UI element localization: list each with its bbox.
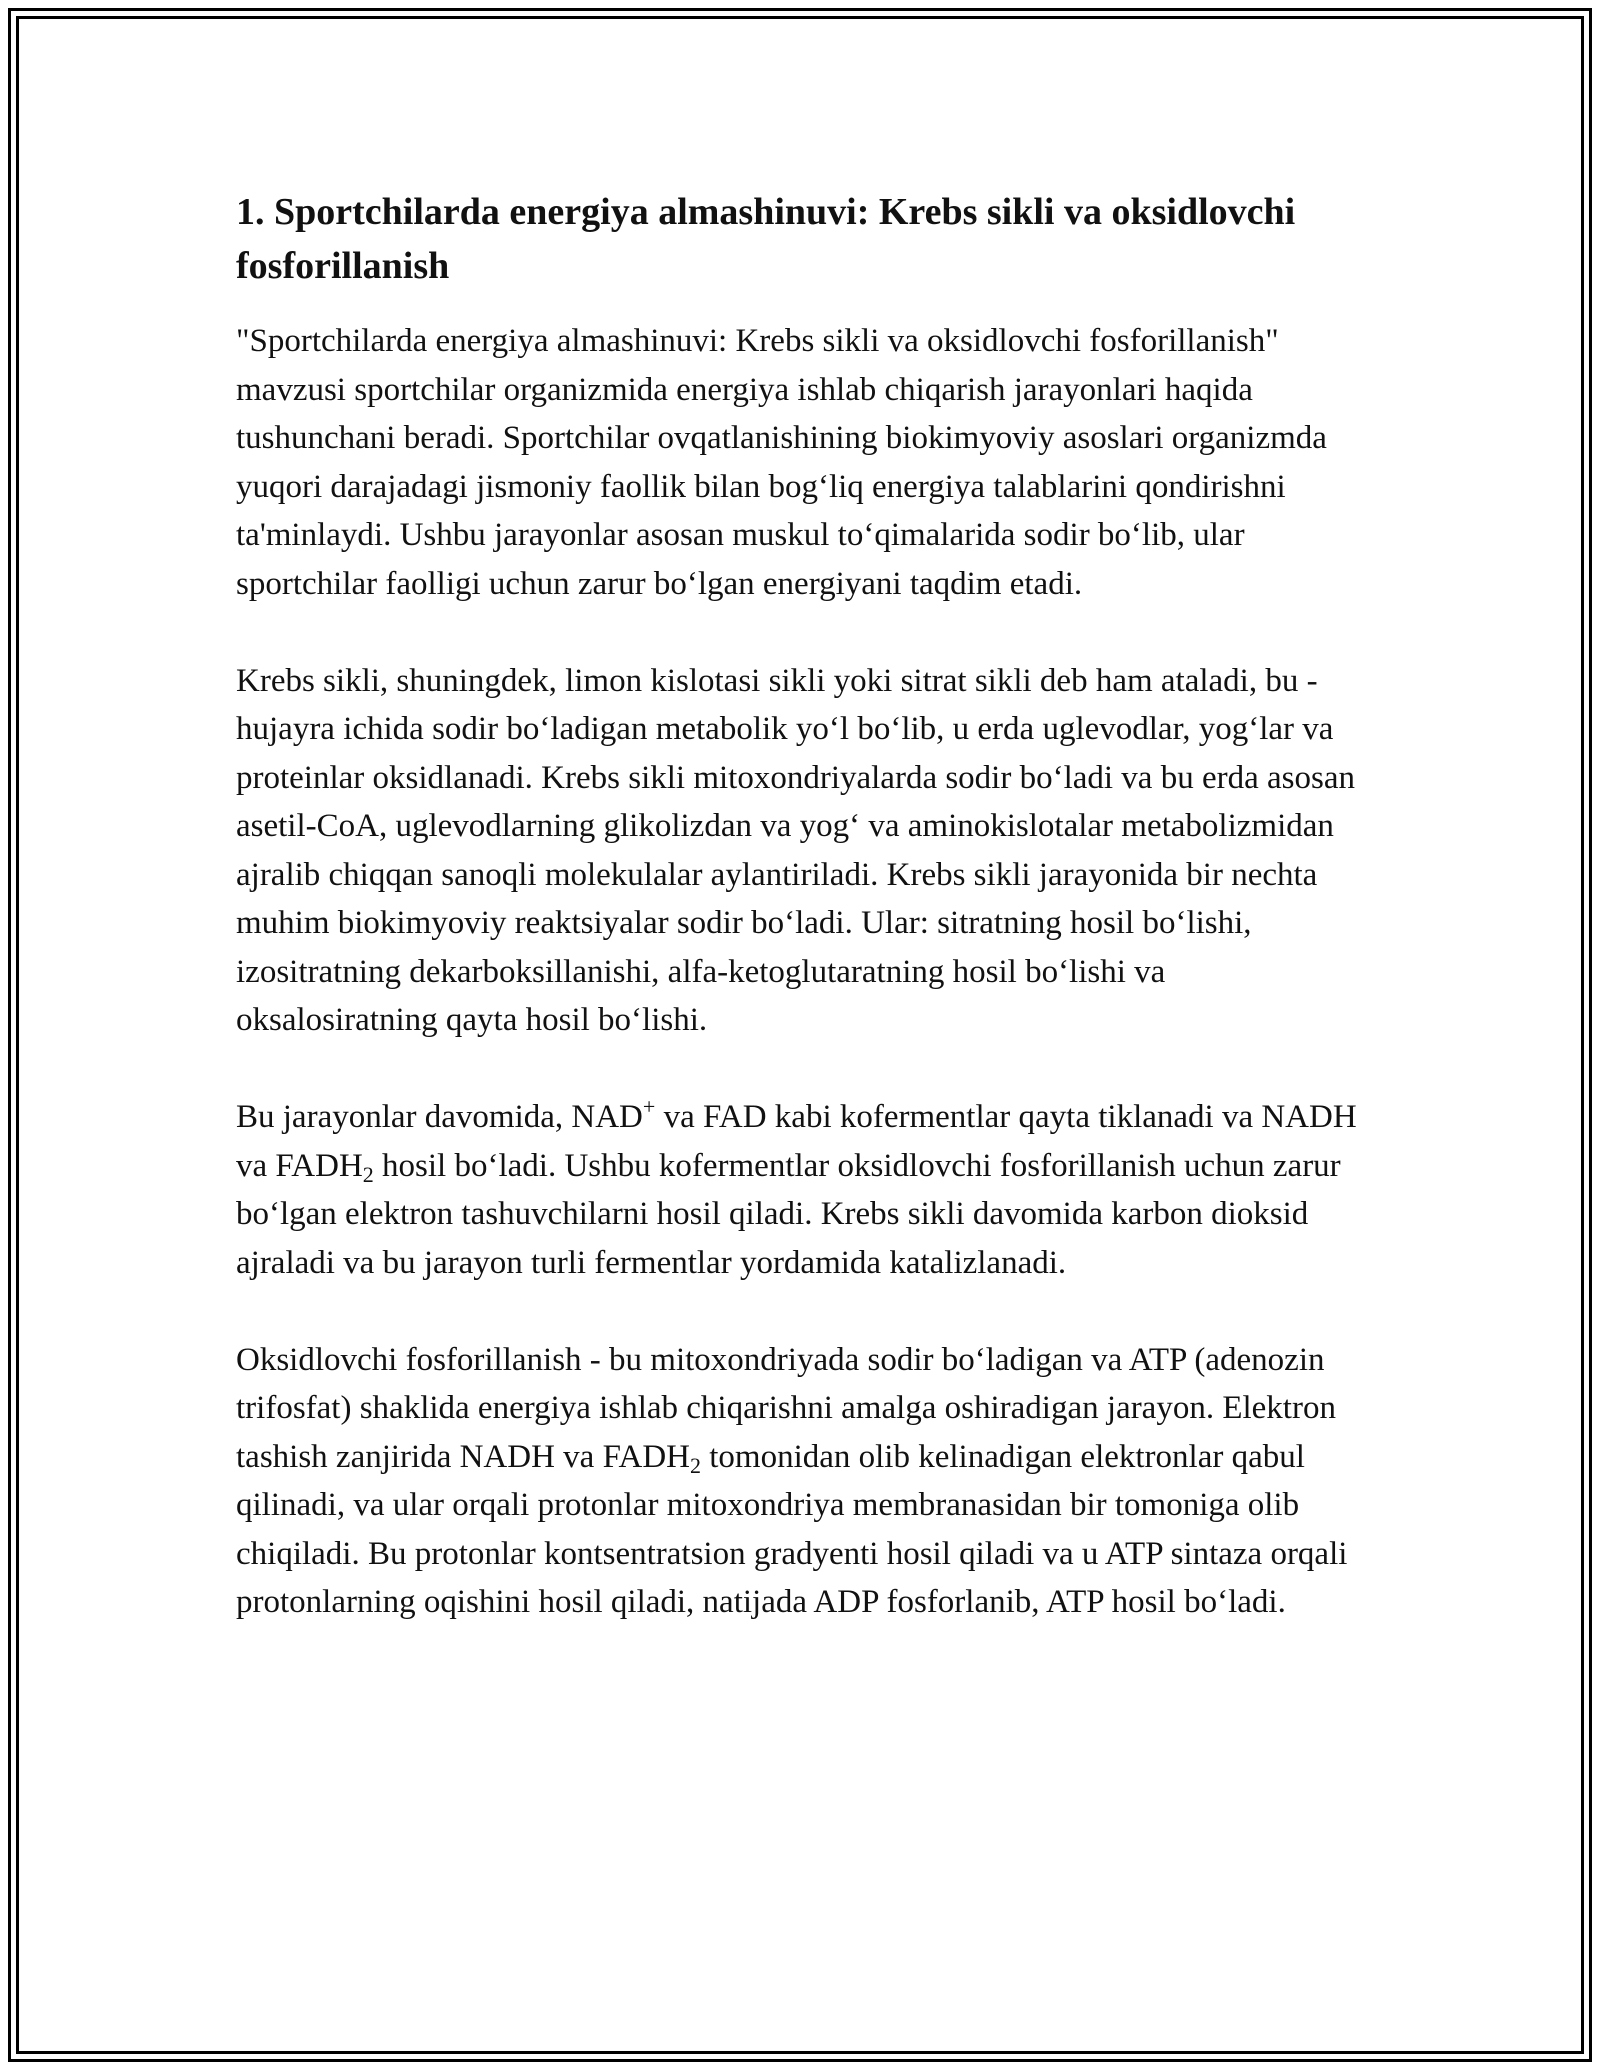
text-run: Oksidlovchi fosforillanish - bu mitoxondriyada sodir bo‘ladigan va ATP (adenozin trifosfat) shaklida energiya ishlab chiqarishni amalga oshiradigan jarayon. Elektron tashish zanjirida NADH va FADH [236,1341,1336,1475]
section-heading: 1. Sportchilarda energiya almashinuvi: Krebs sikli va oksidlovchi fosforillanish [236,191,1296,287]
subscript: 2 [362,1161,374,1187]
document-body [236,185,1366,1627]
paragraph-intro: "Sportchilarda energiya almashinuvi: Krebs sikli va oksidlovchi fosforillanish" mavzusi sportchilar organizmida energiya ishlab chiqarish jarayonlari haqida tushunchani beradi. Sportchilar ovqatlanishining biokimyoviy asoslari organizmda yuqori darajadagi jismoniy faollik bilan bog‘liq energiya talablarini qondirishni ta'minlaydi. Ushbu jarayonlar asosan muskul to‘qimalarida sodir bo‘lib, ular sportchilar faolligi uchun zarur bo‘lgan energiyani taqdim etadi. [236,323,1327,602]
subscript: 2 [689,1452,701,1478]
superscript: + [642,1094,656,1119]
text-run: hosil bo‘ladi. Ushbu kofermentlar oksidlovchi fosforillanish uchun zarur bo‘lgan elektron tashuvchilarni hosil qiladi. Krebs sikli davomida karbon dioksid ajraladi va bu jarayon turli fermentlar yordamida katalizlanadi. [236,1147,1341,1281]
text-run: tomonidan olib kelinadigan elektronlar qabul qilinadi, va ular orqali protonlar mitoxondriya membranasidan bir tomoniga olib chiqiladi. Bu protonlar kontsentratsion gradyenti hosil qiladi va u ATP sintaza orqali protonlarning oqishini hosil qiladi, natijada ADP fosforlanib, ATP hosil bo‘ladi. [236,1438,1348,1620]
paragraph-oxidative-phosphorylation [236,1336,1366,1627]
paragraph-coenzymes [236,1093,1366,1287]
paragraph-krebs-cycle: Krebs sikli, shuningdek, limon kislotasi sikli yoki sitrat sikli deb ham ataladi, bu - hujayra ichida sodir bo‘ladigan metabolik yo‘l bo‘lib, u erda uglevodlar, yog‘lar va proteinlar oksidlanadi. Krebs sikli mitoxondriyalarda sodir bo‘ladi va bu erda asosan asetil-CoA, uglevodlarning glikolizdan va yog‘ va aminokislotalar metabolizmidan ajralib chiqqan sanoqli molekulalar aylantiriladi. Krebs sikli jarayonida bir nechta muhim biokimyoviy reaktsiyalar sodir bo‘ladi. Ular: sitratning hosil bo‘lishi, izositratning dekarboksillanishi, alfa-ketoglutaratning hosil bo‘lishi va oksalosiratning qayta hosil bo‘lishi. [236,662,1355,1038]
text-run: Bu jarayonlar davomida, NAD [236,1099,643,1135]
text-run: va FAD kabi kofermentlar qayta tiklanadi va NADH va FADH [236,1099,1357,1184]
